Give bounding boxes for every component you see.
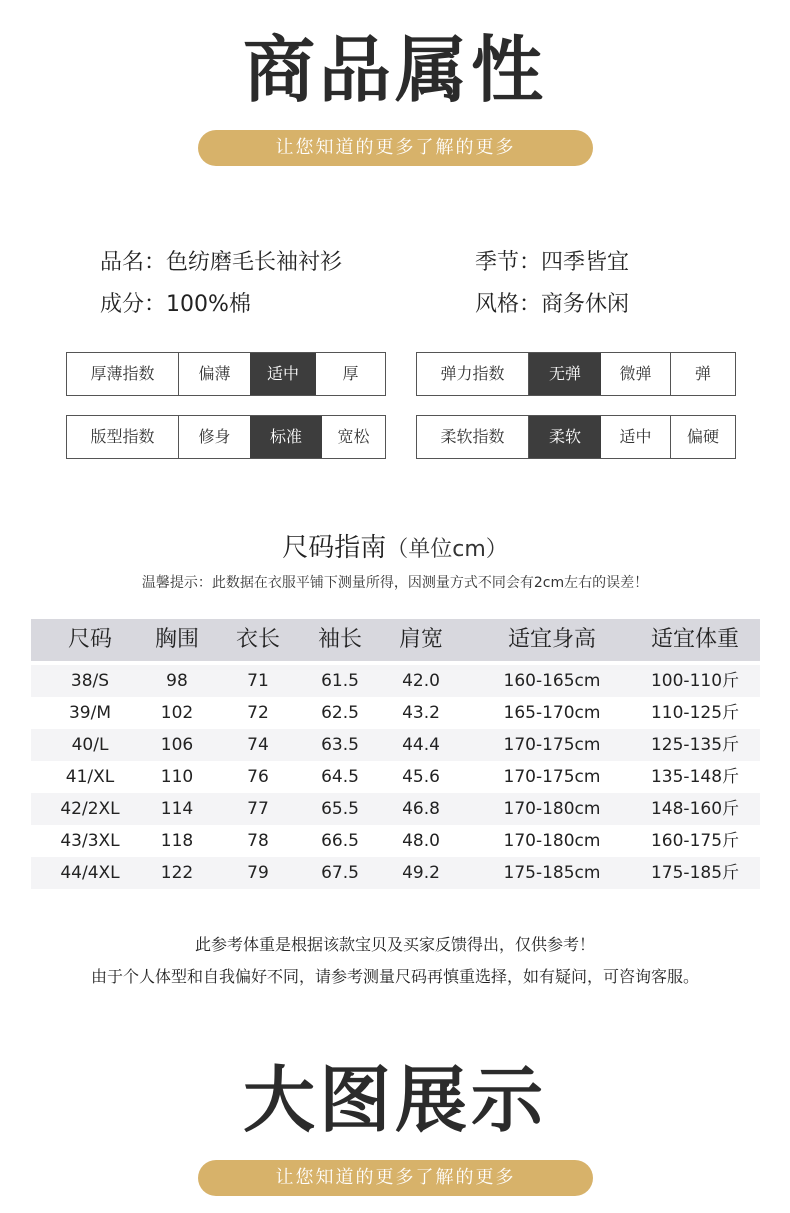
weight-note: 此参考体重是根据该款宝贝及买家反馈得出，仅供参考！ [194, 935, 595, 954]
index-option-selected: 适中 [250, 353, 316, 395]
cell-weight: 125-135斤 [650, 735, 740, 755]
cell-length: 72 [247, 703, 269, 723]
cell-length: 77 [247, 799, 269, 819]
index-option: 偏硬 [686, 427, 719, 446]
cell-length: 76 [247, 767, 269, 787]
product-style: 风格：商务休闲 [475, 292, 630, 317]
cell-sleeve: 67.5 [321, 863, 359, 883]
cell-height: 170-175cm [503, 735, 601, 755]
table-row [31, 697, 760, 729]
index-option-selected: 柔软 [529, 416, 601, 458]
cell-weight: 100-110斤 [650, 671, 740, 691]
table-row [31, 665, 760, 697]
header-chest: 胸围 [154, 627, 199, 652]
cell-weight: 135-148斤 [650, 767, 740, 787]
cell-chest: 118 [160, 831, 194, 851]
cell-chest: 114 [160, 799, 194, 819]
index-label: 版型指数 [67, 416, 179, 458]
softness-index [416, 415, 736, 459]
index-option-selected: 无弹 [529, 353, 601, 395]
cell-size: 40/L [71, 735, 109, 755]
cell-chest: 106 [160, 735, 194, 755]
cell-sleeve: 62.5 [321, 703, 359, 723]
cell-length: 74 [247, 735, 269, 755]
cell-shoulder: 48.0 [402, 831, 440, 851]
cell-height: 175-185cm [503, 863, 601, 883]
index-option: 厚 [342, 364, 359, 383]
cell-weight: 175-185斤 [650, 863, 740, 883]
cell-size: 44/4XL [60, 863, 120, 883]
index-option: 宽松 [337, 427, 370, 446]
fit-index [66, 415, 386, 459]
table-row [31, 729, 760, 761]
size-table-header [31, 619, 760, 661]
header-shoulder: 肩宽 [398, 627, 443, 652]
product-material: 成分：100%棉 [100, 292, 251, 317]
product-name: 品名：色纺磨毛长袖衬衫 [100, 250, 343, 275]
cell-shoulder: 44.4 [402, 735, 440, 755]
cell-chest: 110 [160, 767, 194, 787]
index-option: 弹 [694, 364, 711, 383]
cell-height: 165-170cm [503, 703, 601, 723]
elasticity-index [416, 352, 736, 396]
index-option-selected: 标准 [250, 416, 322, 458]
header-height: 适宜身高 [507, 627, 596, 652]
fit-note: 由于个人体型和自我偏好不同，请参考测量尺码再慎重选择，如有疑问，可咨询客服。 [90, 967, 699, 986]
cell-sleeve: 61.5 [321, 671, 359, 691]
cell-sleeve: 64.5 [321, 767, 359, 787]
section-banner-2: 让您知道的更多了解的更多 [198, 1160, 593, 1196]
cell-height: 170-180cm [503, 831, 601, 851]
cell-weight: 148-160斤 [650, 799, 740, 819]
cell-size: 43/3XL [60, 831, 120, 851]
size-guide-heading: 尺码指南 [282, 533, 387, 563]
index-label: 弹力指数 [417, 353, 529, 395]
index-option: 修身 [198, 427, 231, 446]
table-row [31, 857, 760, 889]
measurement-tip: 温馨提示：此数据在衣服平铺下测量所得，因测量方式不同会有2cm左右的误差！ [141, 575, 649, 591]
product-season: 季节：四季皆宜 [475, 250, 630, 275]
cell-sleeve: 66.5 [321, 831, 359, 851]
size-guide-title [0, 527, 790, 564]
cell-length: 78 [247, 831, 269, 851]
cell-weight: 110-125斤 [650, 703, 740, 723]
index-label: 柔软指数 [417, 416, 529, 458]
cell-shoulder: 46.8 [402, 799, 440, 819]
cell-size: 41/XL [65, 767, 115, 787]
cell-shoulder: 45.6 [402, 767, 440, 787]
index-option: 偏薄 [198, 364, 231, 383]
index-option: 适中 [601, 416, 671, 458]
table-row [31, 793, 760, 825]
header-sleeve: 袖长 [317, 627, 362, 652]
cell-size: 38/S [70, 671, 110, 691]
header-length: 衣长 [235, 627, 280, 652]
section-title-gallery: 大图展示 [242, 1058, 547, 1142]
cell-weight: 160-175斤 [650, 831, 740, 851]
cell-height: 170-180cm [503, 799, 601, 819]
cell-height: 170-175cm [503, 767, 601, 787]
header-weight: 适宜体重 [650, 627, 739, 652]
cell-chest: 102 [160, 703, 194, 723]
index-option: 微弹 [601, 353, 671, 395]
size-guide-unit: （单位cm） [386, 537, 508, 562]
cell-shoulder: 43.2 [402, 703, 440, 723]
section-banner: 让您知道的更多了解的更多 [198, 130, 593, 166]
cell-length: 79 [247, 863, 269, 883]
index-label: 厚薄指数 [67, 353, 179, 395]
table-row [31, 825, 760, 857]
table-row [31, 761, 760, 793]
section-title-attributes: 商品属性 [242, 28, 547, 112]
cell-sleeve: 65.5 [321, 799, 359, 819]
header-size: 尺码 [67, 627, 112, 652]
cell-height: 160-165cm [503, 671, 601, 691]
cell-chest: 122 [160, 863, 194, 883]
cell-size: 39/M [68, 703, 112, 723]
cell-size: 42/2XL [60, 799, 120, 819]
cell-chest: 98 [166, 671, 188, 691]
cell-shoulder: 49.2 [402, 863, 440, 883]
thickness-index [66, 352, 386, 396]
cell-shoulder: 42.0 [402, 671, 440, 691]
cell-sleeve: 63.5 [321, 735, 359, 755]
cell-length: 71 [247, 671, 269, 691]
